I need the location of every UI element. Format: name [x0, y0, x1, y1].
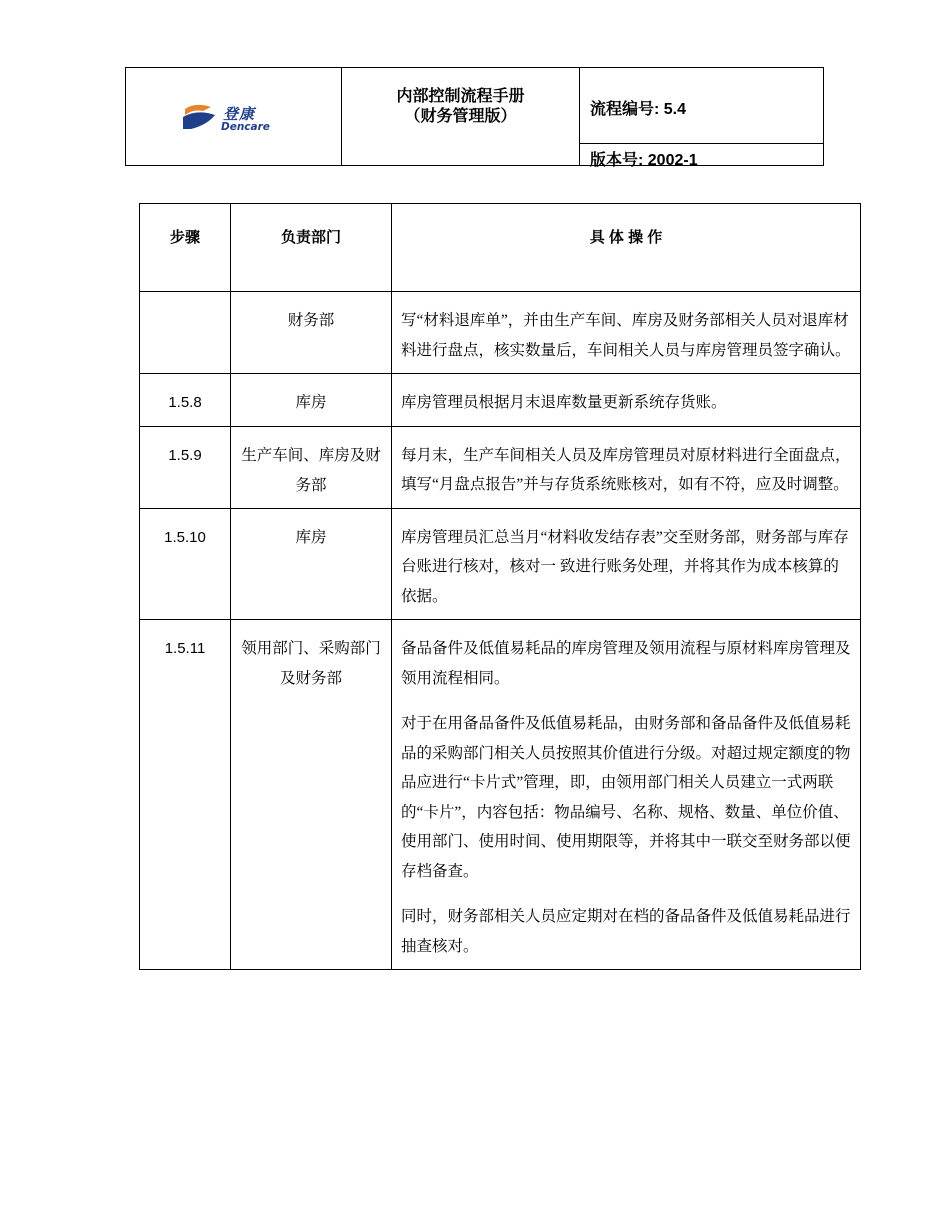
operation-paragraph: 库房管理员根据月末退库数量更新系统存货账。: [401, 394, 727, 411]
logo-english-text: Dencare: [221, 121, 270, 133]
version-number: 版本号: 2002-1: [590, 152, 698, 169]
table-row: [140, 426, 861, 508]
manual-title: [342, 68, 580, 165]
operation-paragraph: 备品备件及低值易耗品的库房管理及领用流程与原材料库房管理及领用流程相同。: [401, 640, 851, 687]
operation-paragraph: 每月末，生产车间相关人员及库房管理员对原材料进行全面盘点，填写“月盘点报告”并与存货系统账核对，如有不符，应及时调整。: [401, 446, 851, 493]
process-number: 流程编号: 5.4: [580, 68, 823, 144]
row-operation: [392, 620, 861, 970]
title-line-1: 内部控制流程手册: [396, 88, 525, 105]
table-row: [140, 508, 861, 620]
table-row: [140, 620, 861, 970]
operation-paragraph: 库房管理员汇总当月“材料收发结存表”交至财务部，财务部与库存台账进行核对，核对一 致进行账务处理，并将其作为成本核算的依据。: [401, 528, 849, 605]
row-operation: [392, 374, 861, 427]
row-operation: [392, 292, 861, 374]
column-header-department: 负责部门: [231, 204, 392, 292]
row-department: 库房: [231, 374, 392, 427]
row-operation: [392, 508, 861, 620]
row-department: 生产车间、库房及财务部: [231, 426, 392, 508]
document-header: [125, 67, 824, 169]
row-step: 1.5.8: [140, 374, 231, 427]
title-line-2: （财务管理版）: [404, 108, 517, 125]
operation-paragraph: 同时，财务部相关人员应定期对在档的备品备件及低值易耗品进行抽查核对。: [401, 908, 851, 955]
logo-chinese-text: 登康: [223, 105, 256, 123]
dencare-logo: [181, 103, 281, 139]
table-header-row: [140, 204, 861, 292]
row-step: [140, 292, 231, 374]
logo-mark-icon: [181, 103, 221, 135]
row-operation: [392, 426, 861, 508]
row-step: 1.5.9: [140, 426, 231, 508]
table-row: [140, 374, 861, 427]
row-department: 库房: [231, 508, 392, 620]
operation-paragraph: 写“材料退库单”，并由生产车间、库房及财务部相关人员对退库材料进行盘点，核实数量后，车间相关人员与库房管理员签字确认。: [401, 312, 851, 359]
row-step: 1.5.11: [140, 620, 231, 970]
row-step: 1.5.10: [140, 508, 231, 620]
row-department: 财务部: [231, 292, 392, 374]
row-department: 领用部门、采购部门及财务部: [231, 620, 392, 970]
column-header-operation: 具 体 操 作: [392, 204, 861, 292]
column-header-step: 步骤: [140, 204, 231, 292]
logo-cell: [126, 68, 342, 165]
table-row: [140, 292, 861, 374]
operation-paragraph: 对于在用备品备件及低值易耗品，由财务部和备品备件及低值易耗品的采购部门相关人员按照其价值进行分级。对超过规定额度的物品应进行“卡片式”管理，即，由领用部门相关人员建立一式两联的“卡片”，内容包括：物品编号、名称、规格、数量、单位价值、使用部门、使用时间、使用期限等，并将其中一联交至财务部以便存档备查。: [401, 715, 851, 880]
procedure-table: [139, 203, 861, 970]
